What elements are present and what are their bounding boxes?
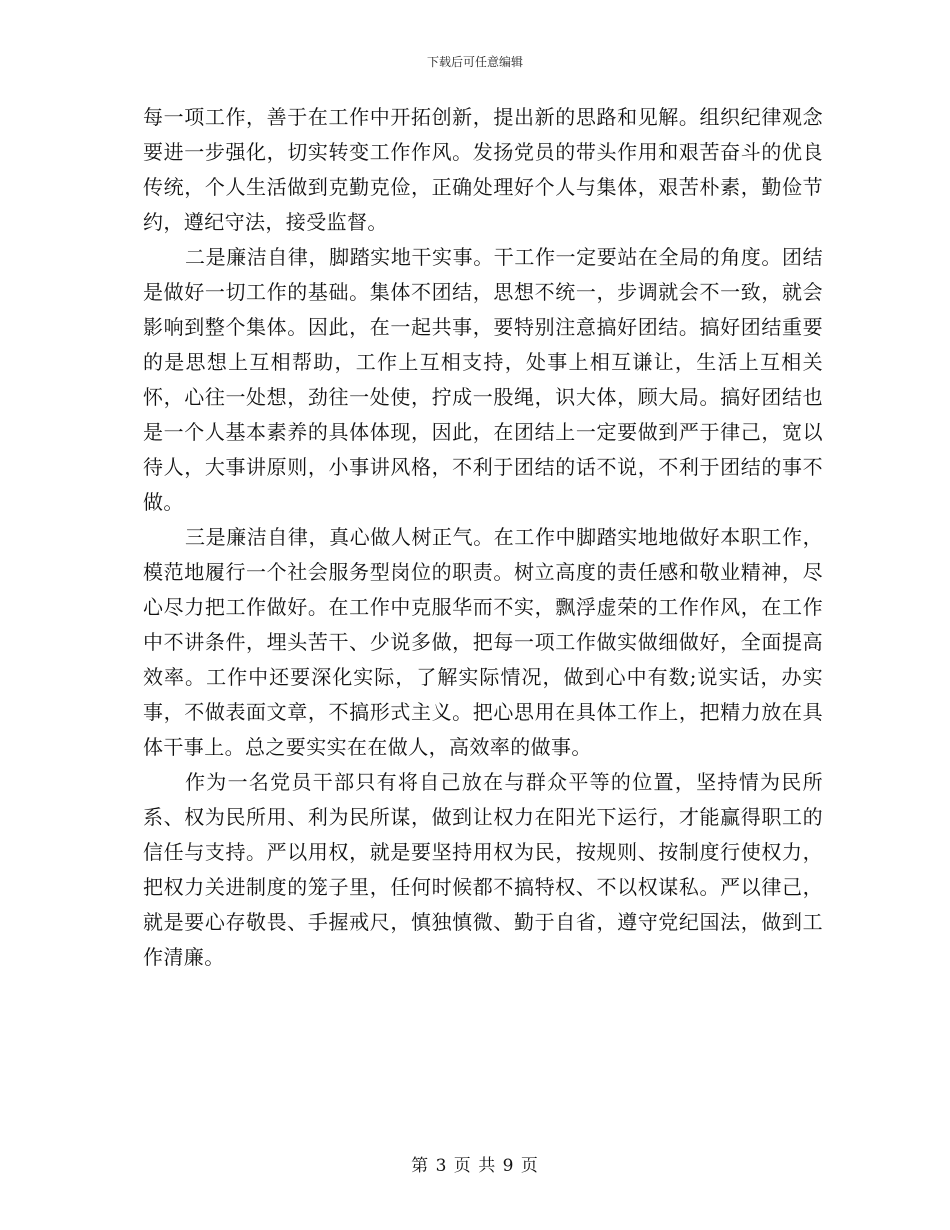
document-body <box>143 100 823 975</box>
paragraph-3: 三是廉洁自律，真心做人树正气。在工作中脚踏实地地做好本职工作，模范地履行一个社会服务型岗位的职责。树立高度的责任感和敬业精神，尽心尽力把工作做好。在工作中克服华而不实，飘浮虚荣的工作作风，在工作中不讲条件，埋头苦干、少说多做，把每一项工作做实做细做好，全面提高效率。工作中还要深化实际，了解实际情况，做到心中有数;说实话，办实事，不做表面文章，不搞形式主义。把心思用在具体工作上，把精力放在具体干事上。总之要实实在在做人，高效率的做事。 <box>143 525 823 759</box>
paragraph-1: 每一项工作，善于在工作中开拓创新，提出新的思路和见解。组织纪律观念要进一步强化，切实转变工作作风。发扬党员的带头作用和艰苦奋斗的优良传统，个人生活做到克勤克俭，正确处理好个人与集体，艰苦朴素，勤俭节约，遵纪守法，接受监督。 <box>143 105 823 234</box>
page-number-footer: 第 3 页 共 9 页 <box>411 1156 539 1176</box>
paragraph-4: 作为一名党员干部只有将自己放在与群众平等的位置，坚持情为民所系、权为民所用、利为民所谋，做到让权力在阳光下运行，才能赢得职工的信任与支持。严以用权，就是要坚持用权为民，按规则、按制度行使权力，把权力关进制度的笼子里，任何时候都不搞特权、不以权谋私。严以律己，就是要心存敬畏、手握戒尺，慎独慎微、勤于自省，遵守党纪国法，做到工作清廉。 <box>143 770 823 969</box>
page-header: 下载后可任意编辑 <box>426 55 523 69</box>
paragraph-2: 二是廉洁自律，脚踏实地干实事。干工作一定要站在全局的角度。团结是做好一切工作的基础。集体不团结，思想不统一，步调就会不一致，就会影响到整个集体。因此，在一起共事，要特别注意搞好团结。搞好团结重要的是思想上互相帮助，工作上互相支持，处事上相互谦让，生活上互相关怀，心往一处想，劲往一处使，拧成一股绳，识大体，顾大局。搞好团结也是一个人基本素养的具体体现，因此，在团结上一定要做到严于律己，宽以待人，大事讲原则，小事讲风格，不利于团结的话不说，不利于团结的事不做。 <box>143 245 823 514</box>
